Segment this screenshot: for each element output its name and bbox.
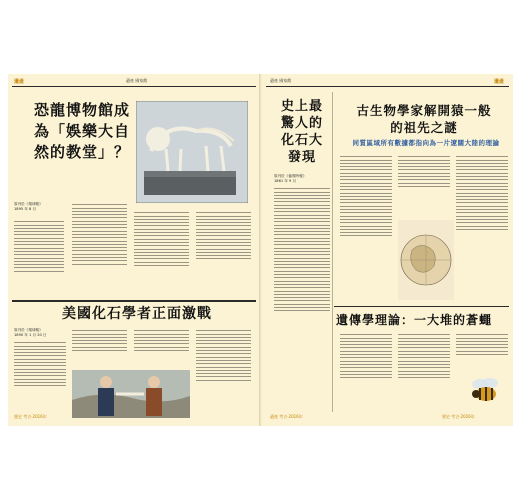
dino-body-col-4	[196, 210, 251, 300]
column-rule	[332, 92, 333, 412]
ancestor-body-col-3	[456, 154, 508, 294]
left-header-tag: 遺產	[14, 79, 25, 85]
dino-body-col-3	[134, 210, 189, 300]
right-header-sub: 遺產 國家館	[270, 78, 292, 83]
right-header-rule	[266, 86, 509, 87]
ancestor-subheadline: 同質區域所有數據都指向為一片遼闊大陸的理論	[352, 139, 500, 147]
clash-body-col-1	[14, 340, 66, 414]
scientists-illustration	[72, 370, 190, 418]
right-footer-left: 遺產 考古·2016年	[270, 414, 303, 419]
ancestor-body-col-1	[340, 154, 392, 304]
ancestor-headline: 古生物學家解開猿一般的祖先之謎	[356, 103, 492, 135]
genetics-body-col-3	[456, 332, 508, 372]
left-footer: 歷史 考古·2016年	[14, 414, 47, 419]
fossil-meta-source: 原刊於《倫敦時報》	[274, 174, 307, 178]
left-header-sub: 遺產 國家館	[126, 78, 148, 83]
genetics-divider	[334, 306, 509, 307]
clash-body-col-4	[196, 328, 251, 418]
fossil-body	[274, 186, 330, 412]
dino-meta-source: 原刊於《環球報》	[14, 202, 43, 206]
clash-headline: 美國化石學者正面激戰	[62, 306, 212, 322]
globe-map-illustration	[398, 220, 454, 300]
right-page	[262, 74, 513, 426]
bee-illustration	[468, 374, 504, 408]
clash-meta-date: 1890 年 1 月 20 日	[14, 333, 47, 337]
clash-meta-source: 原刊於《環球報》	[14, 328, 43, 332]
fossil-headline: 史上最驚人的化石大發現	[280, 99, 323, 165]
dino-body-col-1	[14, 219, 64, 299]
genetics-headline: 遺傳學理論：一大堆的蒼蠅	[336, 313, 493, 327]
clash-body-col-3	[134, 328, 189, 368]
triceratops-illustration	[136, 101, 248, 203]
section-divider	[12, 300, 256, 302]
right-footer-right: 歷史 考古·2016年	[442, 414, 475, 419]
fossil-meta-date: 1861 年 9 月	[274, 179, 297, 183]
dino-meta-date: 1895 年 8 月	[14, 207, 37, 211]
genetics-body-col-1	[340, 332, 392, 414]
right-header-tag: 遺產	[494, 79, 505, 85]
genetics-body-col-2	[398, 332, 450, 414]
left-page	[8, 74, 260, 426]
clash-body-col-2	[72, 328, 127, 368]
ancestor-body-col-2	[398, 154, 450, 214]
dino-headline: 恐龍博物館成為「娛樂大自然的教堂」？	[33, 101, 130, 161]
left-header-rule	[12, 86, 256, 87]
dino-body-col-2	[72, 202, 127, 302]
